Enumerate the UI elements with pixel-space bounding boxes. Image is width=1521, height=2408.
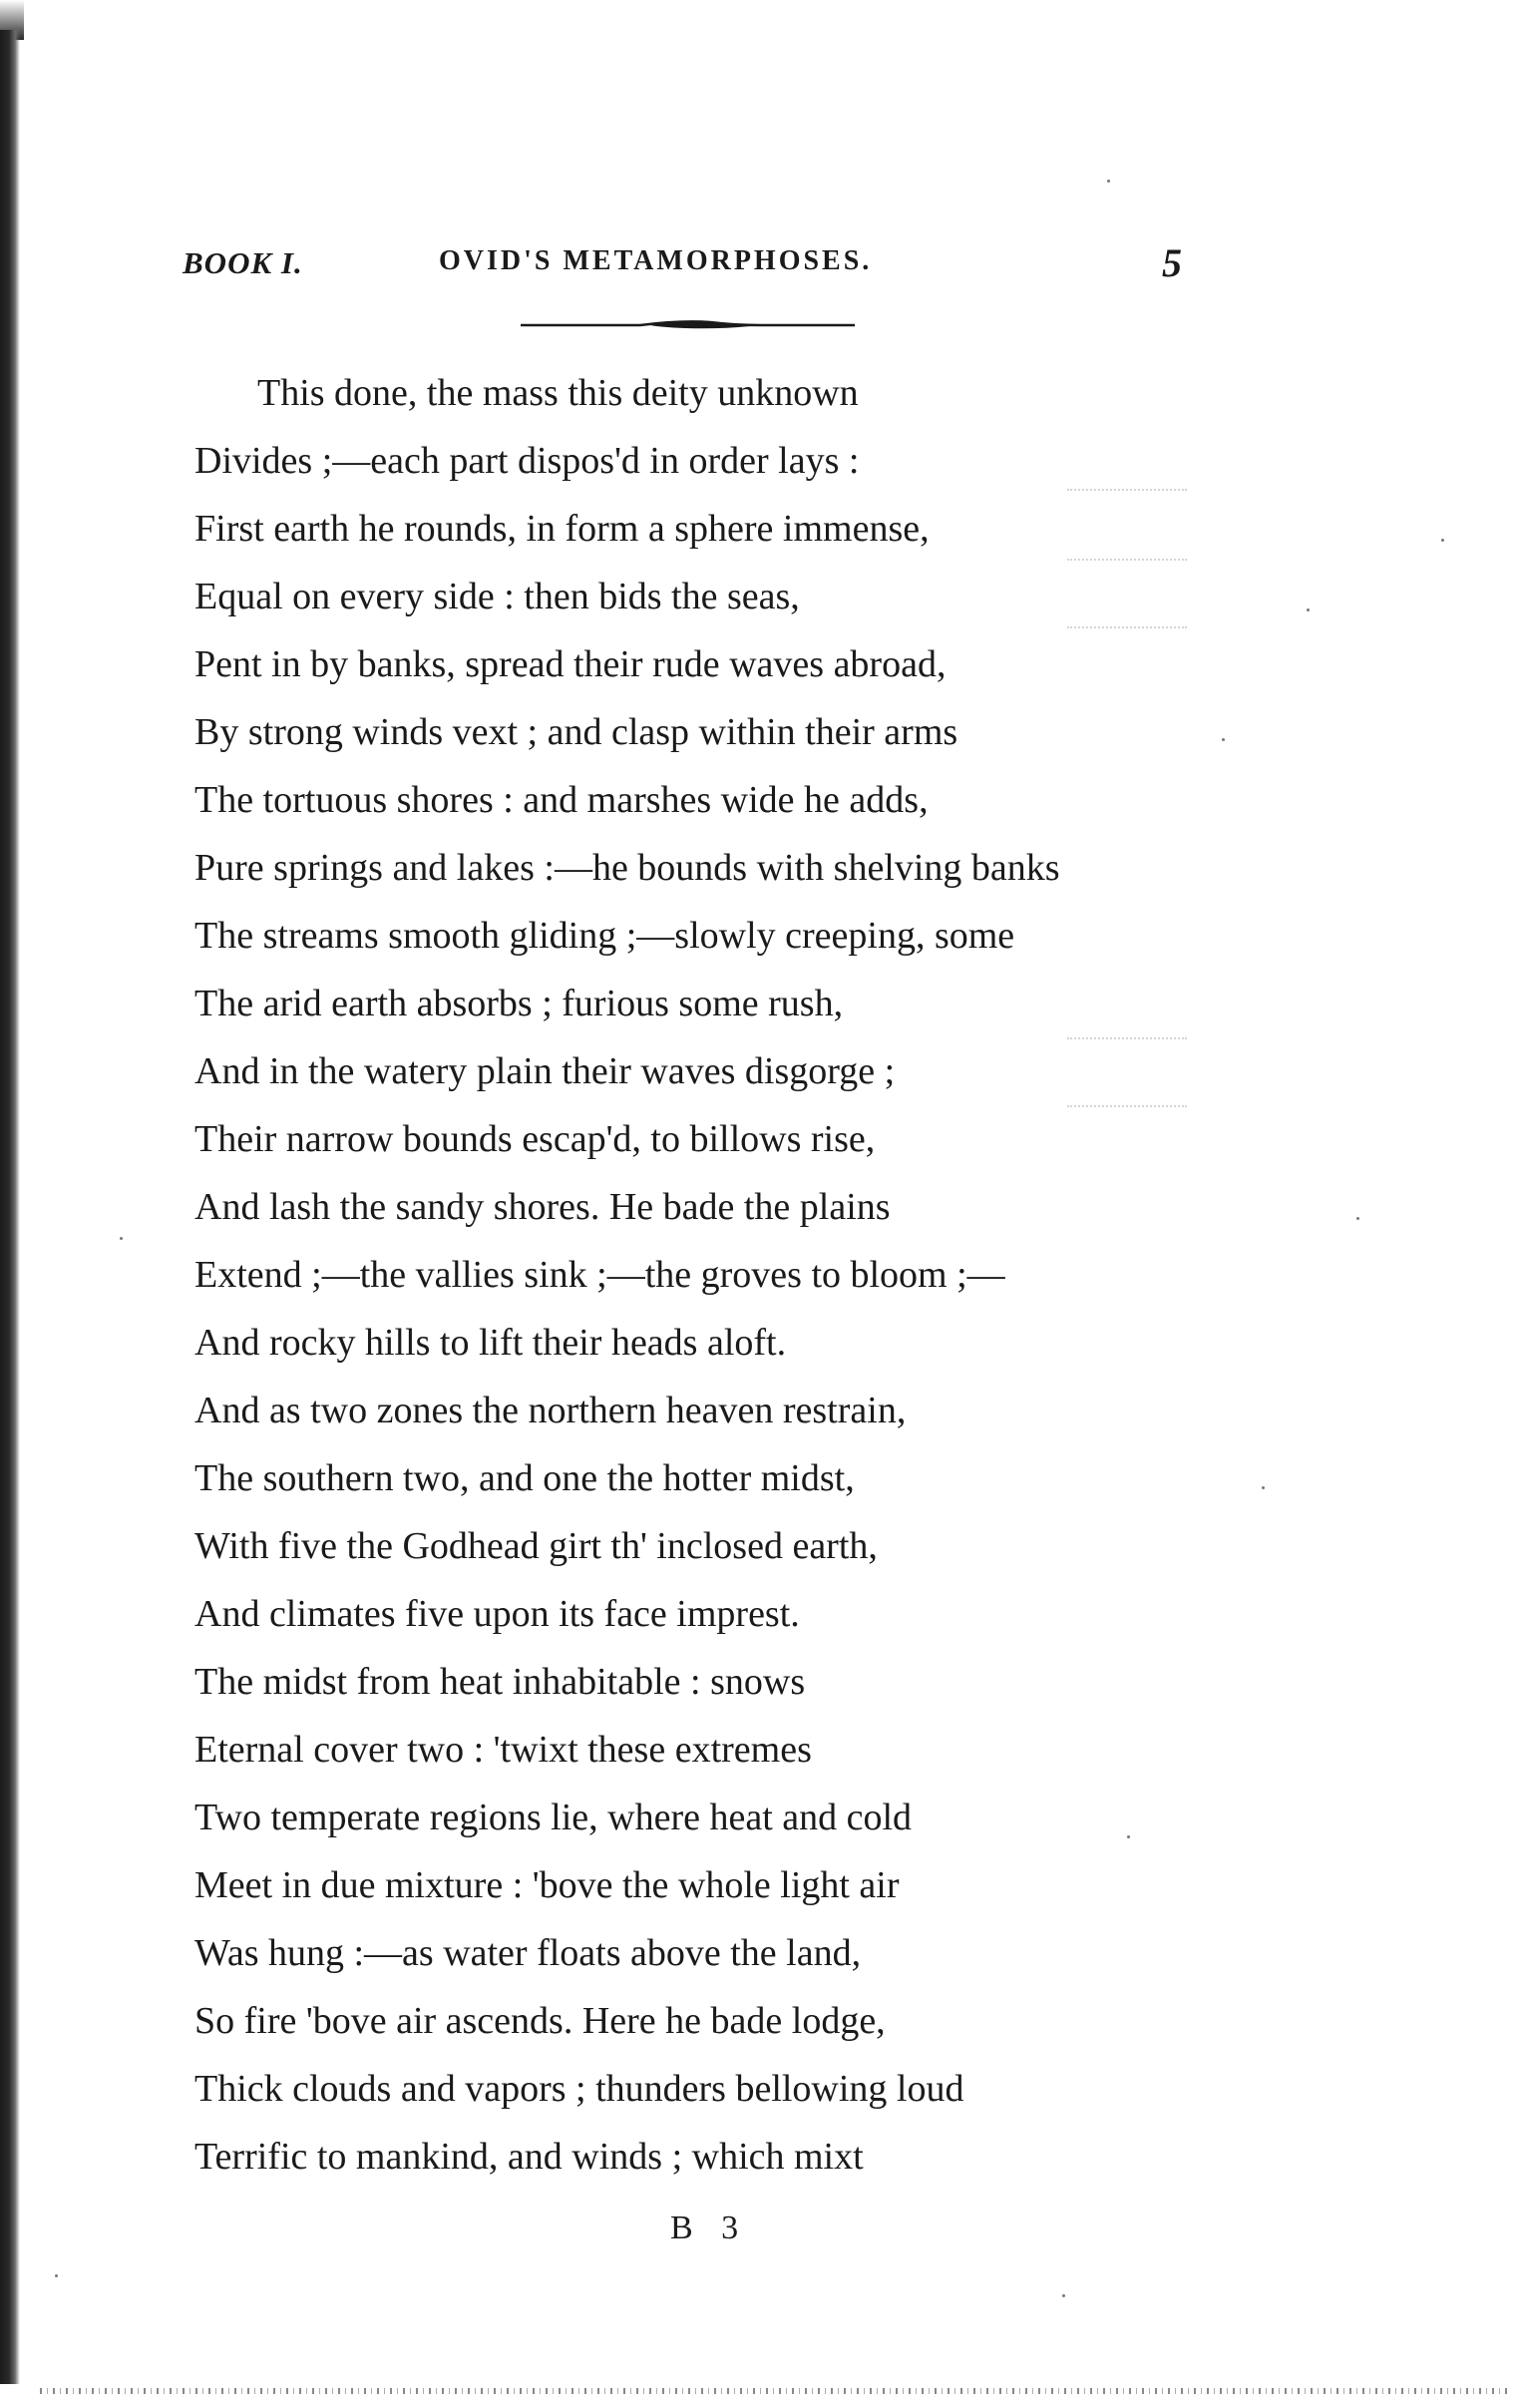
show-through-mark bbox=[1067, 597, 1187, 628]
paper-speck bbox=[1356, 1217, 1359, 1220]
show-through-mark bbox=[1067, 529, 1187, 561]
paper-speck bbox=[1127, 1835, 1130, 1838]
verse-line: And in the watery plain their waves disgorge ; bbox=[194, 1050, 896, 1092]
running-title: OVID'S METAMORPHOSES. bbox=[439, 245, 873, 276]
paper-speck bbox=[1222, 738, 1225, 741]
paper-speck bbox=[120, 1237, 123, 1240]
verse-line: The southern two, and one the hotter midst, bbox=[194, 1457, 855, 1499]
verse-line: So fire 'bove air ascends. Here he bade lodge, bbox=[194, 2000, 886, 2042]
signature-mark: B 3 bbox=[670, 2209, 749, 2246]
ornamental-rule bbox=[521, 319, 855, 331]
verse-line: And rocky hills to lift their heads aloft. bbox=[194, 1322, 787, 1364]
verse-line: And lash the sandy shores. He bade the plains bbox=[194, 1186, 891, 1228]
book-label: BOOK I. bbox=[183, 245, 303, 280]
verse-line: Pent in by banks, spread their rude waves abroad, bbox=[194, 643, 947, 685]
show-through-mark bbox=[1067, 1075, 1187, 1107]
verse-line: Eternal cover two : 'twixt these extremes bbox=[194, 1729, 812, 1771]
paper-speck bbox=[1062, 2294, 1065, 2297]
paper-speck bbox=[1262, 1486, 1265, 1489]
verse-line: This done, the mass this deity unknown bbox=[257, 372, 859, 414]
verse-line: And as two zones the northern heaven restrain, bbox=[194, 1390, 907, 1431]
page-bottom-edge bbox=[40, 2388, 1511, 2394]
verse-line: By strong winds vext ; and clasp within their arms bbox=[194, 711, 958, 753]
verse-line: And climates five upon its face imprest. bbox=[194, 1593, 800, 1635]
show-through-mark bbox=[1067, 1007, 1187, 1039]
verse-line: First earth he rounds, in form a sphere immense, bbox=[194, 508, 930, 550]
page-number: 5 bbox=[1162, 240, 1182, 285]
running-head bbox=[0, 239, 1521, 289]
verse-line: Meet in due mixture : 'bove the whole light air bbox=[194, 1864, 900, 1906]
verse-line: Divides ;—each part dispos'd in order lays : bbox=[194, 440, 860, 482]
verse-line: Their narrow bounds escap'd, to billows rise, bbox=[194, 1118, 876, 1160]
verse-line: The streams smooth gliding ;—slowly creeping, some bbox=[194, 915, 1015, 957]
verse-line: Was hung :—as water floats above the land, bbox=[194, 1932, 862, 1974]
paper-speck bbox=[1307, 608, 1310, 611]
verse-line: The arid earth absorbs ; furious some rush, bbox=[194, 983, 844, 1024]
verse-line: With five the Godhead girt th' inclosed earth, bbox=[194, 1525, 878, 1567]
verse-line: Terrific to mankind, and winds ; which mixt bbox=[194, 2136, 864, 2178]
page-binding-edge bbox=[0, 30, 20, 2384]
paper-speck bbox=[1107, 180, 1110, 183]
paper-speck bbox=[55, 2274, 58, 2277]
verse-line: Two temperate regions lie, where heat and cold bbox=[194, 1797, 913, 1838]
verse-line: The midst from heat inhabitable : snows bbox=[194, 1661, 806, 1703]
verse-line: Thick clouds and vapors ; thunders bellowing loud bbox=[194, 2068, 964, 2110]
verse-line: The tortuous shores : and marshes wide he adds, bbox=[194, 779, 929, 821]
paper-speck bbox=[1441, 539, 1444, 542]
verse-line: Extend ;—the vallies sink ;—the groves to bloom ;— bbox=[194, 1254, 1005, 1296]
show-through-mark bbox=[1067, 459, 1187, 491]
verse-line: Pure springs and lakes :—he bounds with shelving banks bbox=[194, 847, 1060, 889]
verse-line: Equal on every side : then bids the seas, bbox=[194, 576, 800, 617]
